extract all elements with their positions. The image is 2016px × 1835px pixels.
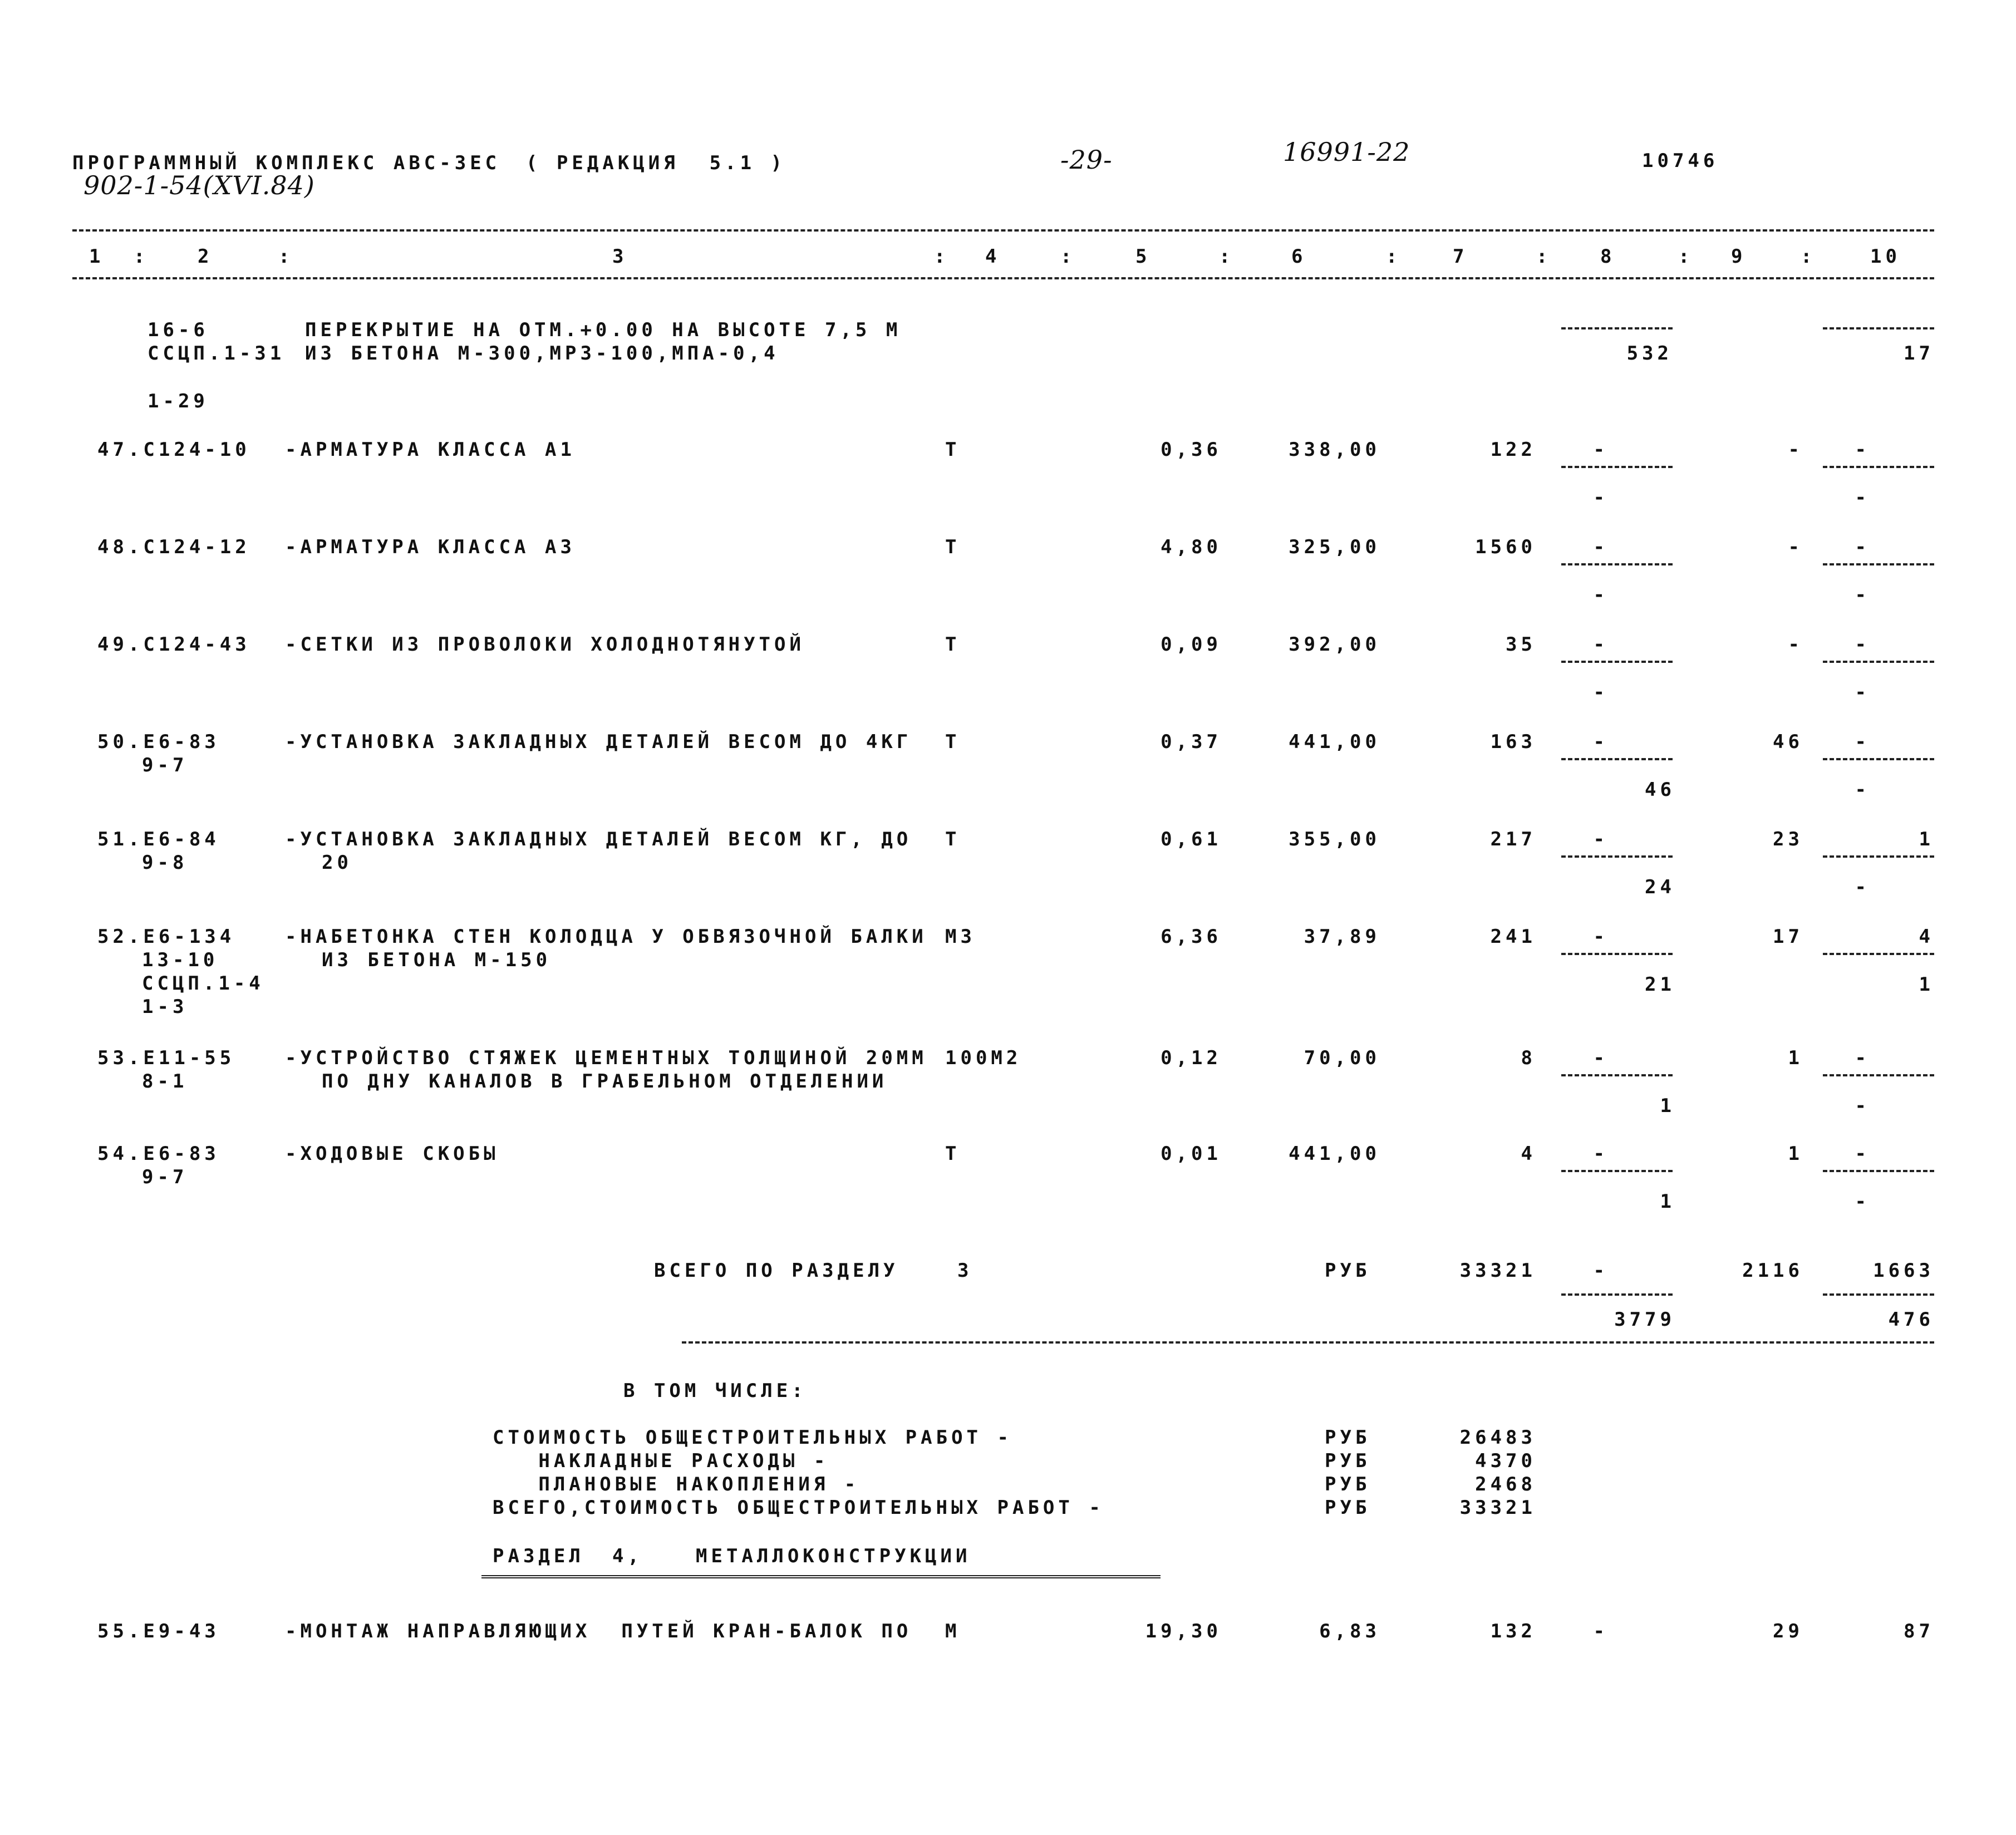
row-col8-top: - [1593, 633, 1609, 656]
column-separator: : [934, 245, 950, 268]
row-col10-top: - [1855, 1143, 1870, 1165]
row-quantity: 0,36 [1161, 439, 1222, 461]
row-description: -АРМАТУРА КЛАССА А1 [285, 439, 576, 461]
next-section-underline [481, 1575, 1161, 1578]
row-price: 355,00 [1289, 828, 1380, 850]
section-total-col8-top: - [1593, 1260, 1609, 1282]
row-price: 392,00 [1289, 633, 1380, 656]
row-col9: - [1788, 633, 1803, 656]
row-col10-bottom: - [1855, 876, 1870, 898]
section-total-col10-bottom: 476 [1888, 1308, 1934, 1331]
column-separator: : [1219, 245, 1235, 268]
row-description: 20 [322, 852, 352, 874]
row-description: -АРМАТУРА КЛАССА А3 [285, 536, 576, 558]
column-number: 1 [89, 245, 105, 268]
row-price: 338,00 [1289, 439, 1380, 461]
breakdown-label: ВСЕГО,СТОИМОСТЬ ОБЩЕСТРОИТЕЛЬНЫХ РАБОТ - [493, 1497, 1104, 1519]
row-col10-bottom: - [1855, 681, 1870, 704]
row-description: ИЗ БЕТОНА М-150 [322, 949, 552, 971]
section-total-col9: 2116 [1742, 1260, 1803, 1282]
row-quantity: 0,61 [1161, 828, 1222, 850]
row-total: 241 [1490, 926, 1536, 948]
breakdown-unit: РУБ [1325, 1473, 1371, 1495]
breakdown-value: 4370 [1475, 1450, 1536, 1472]
edition-label: ( РЕДАКЦИЯ 5.1 ) [526, 152, 786, 174]
row-total: 4 [1521, 1143, 1536, 1165]
row-col9: - [1788, 536, 1803, 558]
row-col9: 1 [1788, 1047, 1803, 1069]
section-total-col8-rule [1561, 1293, 1673, 1296]
last-row-col8: - [1593, 1620, 1609, 1642]
row-description: -НАБЕТОНКА СТЕН КОЛОДЦА У ОБВЯЗОЧНОЙ БАЛКИ [285, 926, 927, 948]
row-col10-bottom: - [1855, 584, 1870, 606]
row-col8-rule [1561, 855, 1673, 858]
next-section-label: РАЗДЕЛ [493, 1545, 584, 1567]
last-row-unit: М [945, 1620, 961, 1642]
next-section-title: МЕТАЛЛОКОНСТРУКЦИИ [696, 1545, 971, 1567]
row-quantity: 0,09 [1161, 633, 1222, 656]
column-number: 9 [1731, 245, 1747, 268]
row-price: 441,00 [1289, 1143, 1380, 1165]
column-number: 10 [1870, 245, 1901, 268]
column-separator: : [278, 245, 294, 268]
row-quantity: 0,01 [1161, 1143, 1222, 1165]
row-col10-bottom: - [1855, 779, 1870, 801]
row-unit: Т [945, 439, 961, 461]
row-col10-rule [1823, 466, 1934, 468]
row-col10-rule [1823, 661, 1934, 663]
row-col8-rule [1561, 661, 1673, 663]
breakdown-value: 26483 [1459, 1426, 1536, 1449]
row-col8-top: - [1593, 1143, 1609, 1165]
intro-code-2: ССЦП.1-31 [147, 342, 286, 365]
row-code: 9-7 [142, 1166, 188, 1188]
row-price: 70,00 [1304, 1047, 1380, 1069]
last-row-col9: 29 [1773, 1620, 1803, 1642]
row-col8-top: - [1593, 828, 1609, 850]
row-code: 54.Е6-83 [97, 1143, 220, 1165]
row-col10-top: - [1855, 439, 1870, 461]
row-unit: Т [945, 633, 961, 656]
intro-description-1: ПЕРЕКРЫТИЕ НА ОТМ.+0.00 НА ВЫСОТЕ 7,5 М [305, 319, 902, 341]
row-col10-bottom: - [1855, 486, 1870, 509]
section-total-value: 33321 [1459, 1260, 1536, 1282]
row-col8-bottom: 1 [1660, 1095, 1675, 1117]
row-unit: М3 [945, 926, 976, 948]
breakdown-label: ПЛАНОВЫЕ НАКОПЛЕНИЯ - [493, 1473, 860, 1495]
row-unit: 100М2 [945, 1047, 1022, 1069]
intro-col10-value: 17 [1904, 342, 1934, 365]
page-number: -29- [1060, 145, 1113, 175]
last-row-total: 132 [1490, 1620, 1536, 1642]
row-quantity: 0,37 [1161, 731, 1222, 753]
row-code: 47.С124-10 [97, 439, 250, 461]
section-total-number: 3 [957, 1260, 973, 1282]
breakdown-title: В ТОМ ЧИСЛЕ: [623, 1380, 807, 1402]
row-col8-rule [1561, 466, 1673, 468]
row-description: ПО ДНУ КАНАЛОВ В ГРАБЕЛЬНОМ ОТДЕЛЕНИИ [322, 1070, 888, 1093]
row-description: -ХОДОВЫЕ СКОБЫ [285, 1143, 499, 1165]
row-unit: Т [945, 828, 961, 850]
row-quantity: 4,80 [1161, 536, 1222, 558]
row-col8-top: - [1593, 731, 1609, 753]
row-code: 9-8 [142, 852, 188, 874]
row-code: 8-1 [142, 1070, 188, 1093]
last-row-price: 6,83 [1319, 1620, 1380, 1642]
intro-col8-value: 532 [1626, 342, 1673, 365]
column-separator: : [134, 245, 149, 268]
breakdown-value: 2468 [1475, 1473, 1536, 1495]
next-section-number: 4, [612, 1545, 643, 1567]
row-total: 217 [1490, 828, 1536, 850]
row-col10-rule [1823, 758, 1934, 760]
row-code: 49.С124-43 [97, 633, 250, 656]
header-top-separator [72, 229, 1934, 232]
header-bottom-separator [72, 277, 1934, 279]
row-col8-bottom: - [1593, 584, 1609, 606]
row-col10-rule [1823, 1170, 1934, 1172]
last-row-quantity: 19,30 [1145, 1620, 1222, 1642]
row-col10-rule [1823, 1074, 1934, 1076]
intro-code-1: 16-6 [147, 319, 209, 341]
column-separator: : [1536, 245, 1552, 268]
row-col8-bottom: - [1593, 681, 1609, 704]
row-code: 9-7 [142, 754, 188, 776]
row-col8-rule [1561, 563, 1673, 565]
intro-code-3: 1-29 [147, 390, 209, 412]
row-price: 325,00 [1289, 536, 1380, 558]
row-code: 1-3 [142, 996, 188, 1018]
row-col10-top: - [1855, 536, 1870, 558]
row-col8-bottom: - [1593, 486, 1609, 509]
row-total: 35 [1506, 633, 1536, 656]
column-separator: : [1678, 245, 1694, 268]
row-total: 163 [1490, 731, 1536, 753]
breakdown-label: СТОИМОСТЬ ОБЩЕСТРОИТЕЛЬНЫХ РАБОТ - [493, 1426, 1012, 1449]
row-description: -УСТАНОВКА ЗАКЛАДНЫХ ДЕТАЛЕЙ ВЕСОМ КГ, ДО [285, 828, 912, 850]
intro-col8-rule [1561, 327, 1673, 329]
section-total-col10-top: 1663 [1873, 1260, 1934, 1282]
section-total-col10-rule [1823, 1293, 1934, 1296]
last-row-col10: 87 [1904, 1620, 1934, 1642]
row-unit: Т [945, 731, 961, 753]
row-col9: 23 [1773, 828, 1803, 850]
last-row-description: -МОНТАЖ НАПРАВЛЯЮЩИХ ПУТЕЙ КРАН-БАЛОК ПО [285, 1620, 912, 1642]
row-quantity: 6,36 [1161, 926, 1222, 948]
column-number: 6 [1291, 245, 1307, 268]
row-code: 52.Е6-134 [97, 926, 235, 948]
column-separator: : [1386, 245, 1402, 268]
row-col10-rule [1823, 953, 1934, 955]
column-number: 7 [1453, 245, 1468, 268]
section-total-unit: РУБ [1325, 1260, 1371, 1282]
row-quantity: 0,12 [1161, 1047, 1222, 1069]
column-number: 3 [612, 245, 628, 268]
row-col8-top: - [1593, 926, 1609, 948]
breakdown-unit: РУБ [1325, 1450, 1371, 1472]
column-separator: : [1060, 245, 1076, 268]
column-number: 8 [1600, 245, 1616, 268]
row-description: -СЕТКИ ИЗ ПРОВОЛОКИ ХОЛОДНОТЯНУТОЙ [285, 633, 805, 656]
row-code: 53.Е11-55 [97, 1047, 235, 1069]
breakdown-unit: РУБ [1325, 1426, 1371, 1449]
row-col8-bottom: 24 [1645, 876, 1675, 898]
column-number: 5 [1135, 245, 1151, 268]
row-col10-bottom: - [1855, 1095, 1870, 1117]
row-col10-top: 4 [1919, 926, 1934, 948]
breakdown-value: 33321 [1459, 1497, 1536, 1519]
row-col9: - [1788, 439, 1803, 461]
row-unit: Т [945, 536, 961, 558]
row-total: 1560 [1475, 536, 1536, 558]
row-price: 37,89 [1304, 926, 1380, 948]
section-total-col8-bottom: 3779 [1614, 1308, 1675, 1331]
column-number: 2 [198, 245, 213, 268]
row-col8-top: - [1593, 536, 1609, 558]
row-price: 441,00 [1289, 731, 1380, 753]
row-col10-top: - [1855, 1047, 1870, 1069]
row-description: -УСТАНОВКА ЗАКЛАДНЫХ ДЕТАЛЕЙ ВЕСОМ ДО 4КГ [285, 731, 912, 753]
row-total: 8 [1521, 1047, 1536, 1069]
row-col8-top: - [1593, 439, 1609, 461]
row-total: 122 [1490, 439, 1536, 461]
row-col8-top: - [1593, 1047, 1609, 1069]
row-description: -УСТРОЙСТВО СТЯЖЕК ЦЕМЕНТНЫХ ТОЛЩИНОЙ 20ММ [285, 1047, 927, 1069]
row-col8-bottom: 1 [1660, 1190, 1675, 1213]
row-code: ССЦП.1-4 [142, 972, 264, 995]
column-number: 4 [985, 245, 1001, 268]
row-col10-rule [1823, 563, 1934, 565]
breakdown-unit: РУБ [1325, 1497, 1371, 1519]
row-col9: 46 [1773, 731, 1803, 753]
intro-col10-rule [1823, 327, 1934, 329]
intro-description-2: ИЗ БЕТОНА М-300,МРЗ-100,МПА-0,4 [305, 342, 779, 365]
section-total-label: ВСЕГО ПО РАЗДЕЛУ [654, 1260, 899, 1282]
row-col10-bottom: 1 [1919, 973, 1934, 996]
document-number: 10746 [1642, 150, 1719, 172]
row-col10-top: 1 [1919, 828, 1934, 850]
column-separator: : [1801, 245, 1816, 268]
row-code: 50.Е6-83 [97, 731, 220, 753]
program-name: ПРОГРАММНЫЙ КОМПЛЕКС АВС-ЗЕС [72, 152, 501, 174]
row-col8-rule [1561, 953, 1673, 955]
document-code: 16991-22 [1283, 137, 1410, 167]
row-col10-rule [1823, 855, 1934, 858]
row-col10-top: - [1855, 731, 1870, 753]
row-unit: Т [945, 1143, 961, 1165]
row-col8-rule [1561, 1074, 1673, 1076]
row-code: 13-10 [142, 949, 219, 971]
row-col10-bottom: - [1855, 1190, 1870, 1213]
row-col8-bottom: 21 [1645, 973, 1675, 996]
row-code: 51.Е6-84 [97, 828, 220, 850]
row-col10-top: - [1855, 633, 1870, 656]
section-total-separator [682, 1341, 1934, 1344]
breakdown-label: НАКЛАДНЫЕ РАСХОДЫ - [493, 1450, 829, 1472]
row-col9: 1 [1788, 1143, 1803, 1165]
row-col8-rule [1561, 758, 1673, 760]
row-col8-rule [1561, 1170, 1673, 1172]
row-col8-bottom: 46 [1645, 779, 1675, 801]
last-row-code: 55.Е9-43 [97, 1620, 220, 1642]
row-col9: 17 [1773, 926, 1803, 948]
row-code: 48.С124-12 [97, 536, 250, 558]
project-code: 902-1-54(XVI.84) [83, 170, 315, 200]
